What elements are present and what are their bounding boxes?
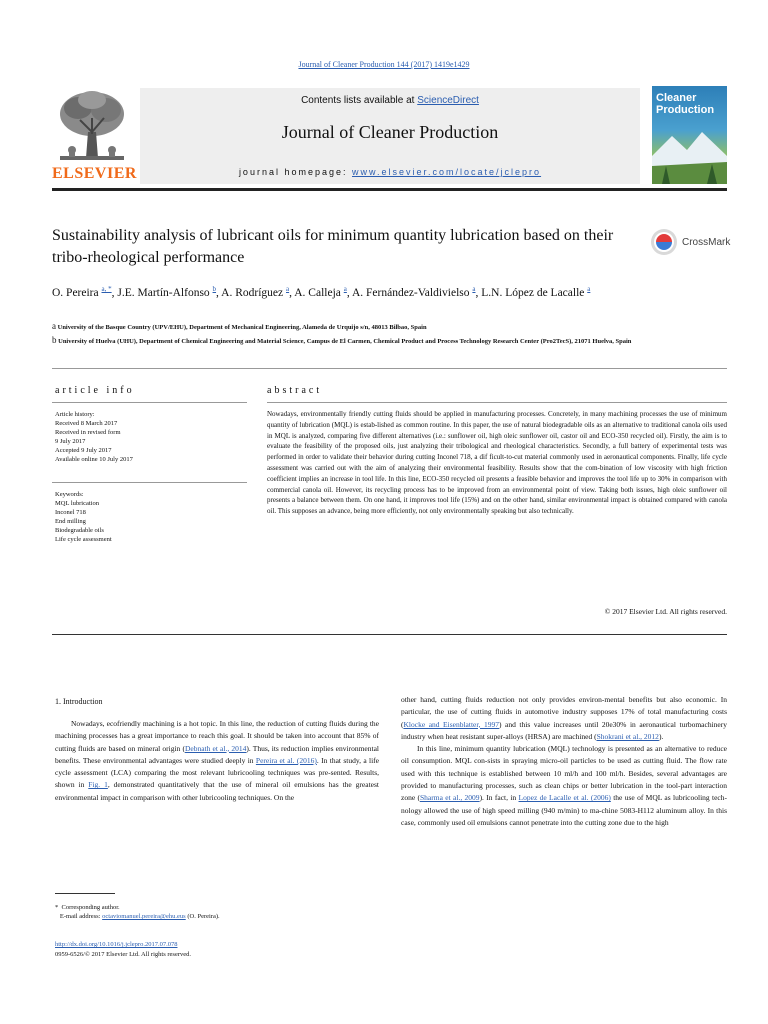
author-list: O. Pereira $^{a, *}$, J.E. Martín-Alfonso $^b$, A. Rodríguez $^a$, A. Calleja $^a$, A. Fernández-Valdivielso $^a$, L.N. López de Lacalle $^a$	[52, 285, 591, 299]
keywords-divider	[52, 482, 247, 483]
author-name: J.E. Martín-Alfonso	[117, 286, 210, 299]
affiliation-b	[52, 336, 732, 346]
journal-cover-image	[652, 86, 727, 184]
contents-line	[140, 95, 640, 106]
homepage-link[interactable]: www.elsevier.com/locate/jclepro	[352, 167, 542, 177]
homepage-prefix: journal homepage:	[238, 167, 352, 177]
citation-link[interactable]: Sharma et al., 2009	[420, 793, 480, 803]
citation-link[interactable]: Debnath et al., 2014	[184, 743, 247, 753]
keyword-item: MQL lubrication	[55, 500, 99, 507]
keywords-label: Keywords:	[55, 491, 84, 498]
email-suffix: (O. Pereira).	[185, 913, 220, 920]
journal-reference-text[interactable]: Journal of Cleaner Production 144 (2017) 1419e1429	[298, 60, 470, 69]
text-run: In this line, minimum quantity lubrication (MQL) technology is presented as an alternative to reduce oil consumption. MQL con-sists in spraying micro-oil particles to be used as cutting fluid. The flow rate used with this technique is established between 10 ml/h and 100 ml/h. Besides, several advantages are provided to manufacturing processes, such as clean chips or better lubrication in the tool-part interaction zone (	[401, 744, 727, 803]
text-run: ). In fact, in	[479, 793, 519, 803]
author-affil-link[interactable]: a	[587, 285, 591, 293]
contents-prefix: Contents lists available at	[301, 95, 418, 106]
keyword-item: End milling	[55, 518, 86, 525]
section-heading-introduction: 1. Introduction	[55, 697, 103, 706]
footnote	[55, 903, 385, 921]
affiliation-divider	[52, 368, 727, 369]
citation-link[interactable]: Klocke and Eisenblatter, 1997	[403, 719, 499, 729]
sciencedirect-link[interactable]: ScienceDirect	[417, 95, 479, 106]
author-affil-link[interactable]: a	[343, 285, 347, 293]
author-affil-link[interactable]: b	[212, 285, 217, 293]
footnote-divider	[55, 893, 115, 894]
elsevier-wordmark: ELSEVIER	[52, 165, 137, 182]
cover-title: Cleaner Production	[656, 92, 715, 116]
text-run: ). Thus, its reduction implies environmental benefits. These environmental advantages were studied deeply in	[55, 743, 379, 765]
affiliation-a	[52, 322, 732, 332]
text-run: other hand, cutting fluids reduction not only provides environ-mental benefits but also economic. In particular, the use of cutting fluids in automotive industry supposes 17% of total manufacturing costs (	[401, 695, 727, 729]
abstract-bottom-divider	[52, 634, 727, 635]
history-item: Accepted 9 July 2017	[55, 447, 112, 454]
author-name: O. Pereira	[52, 286, 99, 299]
text-run: ).	[658, 731, 664, 741]
journal-reference-link[interactable]	[0, 60, 768, 69]
text-run: Nowadays, ecofriendly machining is a hot topic. In this line, the reduction of cutting fluids during the machining processes has a great importance to reach this goal. It should be taken into account that 85% of cutting fluids are based on mineral origin (	[55, 719, 379, 753]
affiliation-text: University of the Basque Country (UPV/EHU), Department of Mechanical Engineering, Alameda de Urquijo s/n, 48013 Bilbao, Spain	[57, 324, 427, 331]
keywords-block	[55, 490, 245, 544]
body-column-right	[401, 694, 727, 829]
email-note	[55, 912, 385, 921]
cover-landscape-icon	[652, 126, 727, 184]
history-item: Received 8 March 2017	[55, 420, 118, 427]
issn-line: 0959-6526/© 2017 Elsevier Ltd. All rights reserved.	[55, 950, 191, 958]
crossmark-label[interactable]: CrossMark	[682, 237, 731, 248]
footnote-mark: *	[55, 904, 59, 911]
author-affil-link[interactable]: a, *	[101, 285, 112, 293]
text-run: ) and this value increases until 20e30% in aeronautical turbomachinery industry when heat resistant super-alloys (HRSA) are machined (	[401, 719, 727, 741]
body-column-left	[55, 718, 379, 804]
text-run: the use of MQL as lubricooling tech-nology allowed the use of high speed milling (940 m/min) to ma-chine 5083-H112 aluminum alloy. In this case, commonly used oil emulsions cannot penetrate into the cutting zone due to the high	[401, 793, 727, 827]
keyword-item: Inconel 718	[55, 509, 86, 516]
elsevier-tree-icon	[52, 88, 132, 166]
affiliation-text: University of Huelva (UHU), Department of Chemical Engineering and Material Science, Campus de El Carmen, Chemical Product and Process Technology Research Center (Pro2TecS), 21071 Huelva, Spain	[58, 338, 632, 345]
journal-title: Journal of Cleaner Production	[281, 122, 499, 142]
text-run: , demonstrated quantitatively that the use of mineral oil emulsions has the greatest environmental impact in comparison with other lubricooling techniques. On the	[55, 780, 379, 802]
email-link[interactable]: octaviomanuel.pereira@ehu.eus	[102, 913, 186, 920]
abstract-divider	[267, 402, 727, 403]
abstract-text: Nowadays, environmentally friendly cutting fluids should be applied in manufacturing processes. Concretely, in many machining processes the use of minimum quantity of lubrication (MQL) is estab-lished as common routine. In this paper, the use of natural biodegradable oils as an alternative to traditional canola oils used in MQL is analyzed, comparing five different alternatives (i.e.: sunflower oil, high oleic sunflower oil, castor oil and ECO-350 recycled oil). Firstly, the aim is to evaluate the feasibility of the proposed oils, just analyzing their tribological and rheological characteristics. Secondly, a full battery of experimental tests was performed in order to validate their behavior during cutting Inconel 718, a dif ficult-to-cut material commonly used in aeronautical components. Finally, life cycle assessment was carried out with the aim of analyzing their environmental feasibility. Results show that the com-bination of low viscosity with high friction coefficient implies an increase in tool life. In this line, ECO-350 recycled oil presents a feasible behavior and improves the tool life up to 30% in comparison with commercial canola oil. However, its recycling process has to be improved from an environmental point of view. Taking both issues, high oleic sunflower oil presents a balance between them. On one hand, it improves tool life (15%) and on the other hand, similar environmental impact is obtained compared with canola oil. This supposes an advance, being more efficiently, not only environmentally speaking but also technically.	[267, 410, 727, 516]
affiliation-mark: b	[52, 335, 57, 345]
homepage-line	[140, 167, 640, 177]
corresponding-author-label: Corresponding author.	[61, 904, 120, 911]
citation-link[interactable]: Lopez de Lacalle et al. (2006)	[518, 793, 611, 803]
author-name: A. Rodríguez	[221, 286, 284, 299]
paragraph	[401, 694, 727, 743]
doi-link[interactable]: http://dx.doi.org/10.1016/j.jclepro.2017.07.078	[55, 941, 178, 948]
abstract-heading: abstract	[267, 385, 323, 396]
article-info-heading: article info	[55, 385, 135, 396]
author-affil-link[interactable]: a	[286, 285, 290, 293]
history-item: Received in revised form	[55, 429, 121, 436]
article-info-divider	[52, 402, 247, 403]
author-affil-link[interactable]: a	[472, 285, 476, 293]
author-name: L.N. López de Lacalle	[481, 286, 585, 299]
article-history	[55, 410, 245, 464]
keyword-item: Biodegradable oils	[55, 527, 104, 534]
text-run: . In that study, a life cycle assessment (LCA) comparing the most relevant lubricooling techniques was pre-sented. Results, shown in	[55, 755, 379, 790]
email-label: E-mail address:	[59, 913, 103, 920]
history-item: Available online 10 July 2017	[55, 456, 133, 463]
author-name: A. Calleja	[294, 286, 341, 299]
doi-block	[55, 940, 385, 959]
history-label: Article history:	[55, 411, 95, 418]
affiliation-mark: a	[52, 321, 56, 331]
copyright-notice: © 2017 Elsevier Ltd. All rights reserved.	[604, 607, 727, 616]
citation-link[interactable]: Pereira et al. (2016)	[255, 755, 317, 765]
figure-link[interactable]: Fig. 1	[88, 780, 108, 790]
citation-link[interactable]: Shokrani et al., 2012	[596, 731, 659, 741]
author-name: A. Fernández-Valdivielso	[351, 286, 470, 299]
article-title: Sustainability analysis of lubricant oils for minimum quantity lubrication based on their tribo-rheological performance	[52, 227, 614, 266]
crossmark-icon	[650, 228, 678, 256]
paragraph	[55, 718, 379, 804]
paragraph	[401, 743, 727, 829]
keyword-item: Life cycle assessment	[55, 536, 112, 543]
corresponding-author-note	[55, 903, 385, 912]
history-item: 9 July 2017	[55, 438, 86, 445]
header-divider	[52, 188, 727, 191]
